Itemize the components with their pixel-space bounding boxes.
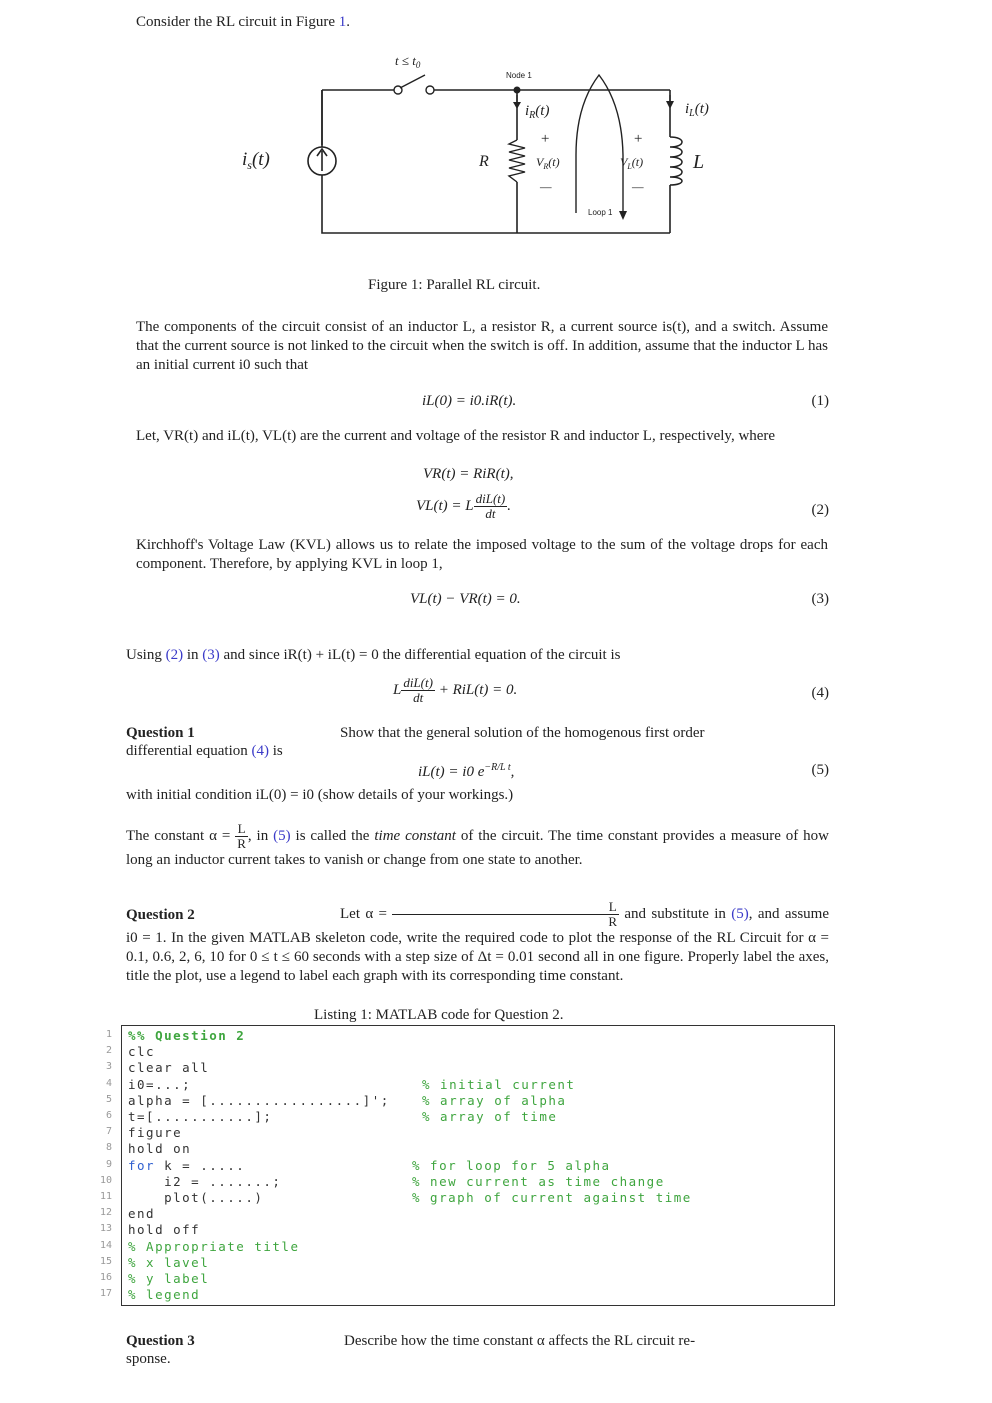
VR-minus: — bbox=[540, 179, 552, 194]
code-comment: % new current as time change bbox=[412, 1173, 665, 1189]
code-line-number: 14 bbox=[99, 1239, 112, 1251]
source-label: $i_s(t)$ bbox=[242, 149, 270, 172]
code-comment: % for loop for 5 alpha bbox=[412, 1157, 611, 1173]
equation-1-number: (1) bbox=[811, 393, 829, 409]
iR-arrow-icon bbox=[513, 102, 521, 109]
eq-ref-5b[interactable]: (5) bbox=[731, 905, 749, 922]
code-line-number: 12 bbox=[99, 1207, 112, 1219]
loop-arrow bbox=[576, 75, 623, 215]
code-line: clear all bbox=[128, 1060, 210, 1076]
code-line-number: 6 bbox=[105, 1110, 112, 1121]
listing-caption: Listing 1: MATLAB code for Question 2. bbox=[314, 1007, 564, 1023]
eq-ref-4[interactable]: (4) bbox=[251, 743, 270, 759]
equation-3: VL(t) − VR(t) = 0. bbox=[410, 591, 521, 607]
code-line-number: 1 bbox=[105, 1029, 112, 1040]
loop-label: Loop 1 bbox=[588, 208, 613, 217]
figure-caption: Figure 1: Parallel RL circuit. bbox=[368, 277, 541, 293]
R-label: R bbox=[479, 153, 489, 170]
equation-5-number: (5) bbox=[811, 762, 829, 778]
code-line-number: 11 bbox=[99, 1191, 112, 1202]
code-line: plot(.....) bbox=[128, 1190, 264, 1205]
current-source-icon bbox=[308, 147, 336, 175]
VL-label: $V_L(t)$ bbox=[620, 155, 644, 171]
resistor-icon bbox=[509, 140, 525, 182]
code-line: i0=...; bbox=[128, 1076, 192, 1092]
question-3-title: Question 3 bbox=[126, 1333, 195, 1349]
eq-ref-2[interactable]: (2) bbox=[165, 647, 184, 663]
code-line: % y label bbox=[128, 1271, 210, 1286]
code-line-number: 13 bbox=[99, 1223, 112, 1235]
iL-arrow-icon bbox=[666, 101, 674, 109]
code-line-number: 10 bbox=[99, 1174, 112, 1186]
paragraph-definitions: Let, VR(t) and iL(t), VL(t) are the current and voltage of the resistor R and inductor L, respectively, where bbox=[136, 428, 776, 444]
code-comment: % array of alpha bbox=[422, 1092, 567, 1108]
iL-label: $i_L(t)$ bbox=[685, 101, 709, 119]
equation-2a: VR(t) = RiR(t), bbox=[423, 466, 514, 482]
code-line-number: 8 bbox=[105, 1142, 112, 1154]
VL-plus: + bbox=[633, 131, 644, 147]
code-comment: % initial current bbox=[422, 1076, 576, 1092]
code-line-number: 4 bbox=[105, 1077, 112, 1089]
loop-arrowhead-icon bbox=[619, 211, 627, 220]
switch-label: $t \le t_0$ bbox=[395, 53, 421, 70]
intro-line: Consider the RL circuit in Figure 1. bbox=[136, 14, 350, 30]
code-line: hold off bbox=[128, 1222, 201, 1238]
VR-plus: + bbox=[540, 131, 551, 147]
equation-3-number: (3) bbox=[811, 591, 829, 607]
question-2-title: Question 2 bbox=[126, 907, 195, 923]
question-2-text: Let α = $\frac{L}{R}$ and substitute in (5), and assume i0 = 1. In the given MATLAB skeleton code, write the required code to plot the response of the RL Circuit for α = 0.1, 0.6, 2, 6, 10 for 0 ≤ t ≤ 60 seconds with a step size of Δt = 0.01 second all in one figure. Properly label the axes, title the plot, use a legend to label each graph with its corresponding time constant. bbox=[126, 899, 829, 984]
code-line-number: 9 bbox=[105, 1158, 112, 1170]
code-line: % x lavel bbox=[128, 1254, 210, 1270]
question-1-title: Question 1 bbox=[126, 725, 195, 741]
paragraph-differential: Using (2) in (3) and since iR(t) + iL(t) = 0 the differential equation of the circuit is bbox=[126, 647, 621, 663]
iR-label: $i_R(t)$ bbox=[525, 103, 550, 121]
equation-4-number: (4) bbox=[811, 685, 829, 701]
paragraph-components: The components of the circuit consist of an inductor L, a resistor R, a current source is(t), and a switch. Assume that the current source is not linked to the circuit when the switch is off. In addition, assume that the inductor L has an initial current i0 such that bbox=[136, 319, 828, 373]
eq-ref-5[interactable]: (5) bbox=[273, 827, 291, 844]
L-label: L bbox=[693, 151, 705, 173]
switch-icon bbox=[394, 75, 434, 94]
code-line: end bbox=[128, 1206, 156, 1222]
VL-minus: — bbox=[632, 179, 644, 194]
code-line: clc bbox=[128, 1044, 156, 1060]
code-line: hold on bbox=[128, 1141, 192, 1157]
code-line-number: 17 bbox=[99, 1288, 112, 1300]
question-3-continued: sponse. bbox=[126, 1351, 171, 1367]
code-line-number: 5 bbox=[105, 1093, 112, 1105]
code-line-number: 7 bbox=[105, 1126, 112, 1138]
equation-5: iL(t) = i0 $e^{-R/L t}$, bbox=[418, 762, 515, 780]
question-1-continued: differential equation (4) is bbox=[126, 743, 283, 759]
code-line: for k = ..... bbox=[128, 1157, 246, 1173]
equation-2-number: (2) bbox=[811, 502, 829, 518]
equation-4: L $\frac{\text{diL(t)}}{dt}$ + RiL(t) = 0. bbox=[393, 675, 518, 705]
code-comment: % array of time bbox=[422, 1109, 558, 1124]
node-label: Node 1 bbox=[506, 71, 532, 80]
code-line-number: 15 bbox=[99, 1255, 112, 1267]
code-line-number: 2 bbox=[105, 1045, 112, 1057]
equation-2b: VL(t) = L $\frac{\text{diL(t)}}{dt}$ . bbox=[416, 491, 512, 521]
paragraph-kvl: Kirchhoff's Voltage Law (KVL) allows us to relate the imposed voltage to the sum of the voltage drops for each component. Therefore, by applying KVL in loop 1, bbox=[136, 537, 828, 572]
rl-circuit-diagram bbox=[230, 45, 750, 245]
code-line-number: 16 bbox=[99, 1272, 112, 1283]
inductor-icon bbox=[670, 137, 682, 185]
node-dot bbox=[514, 87, 521, 94]
code-line: %% Question 2 bbox=[128, 1028, 246, 1043]
question-3-text: Describe how the time constant α affects the RL circuit re- bbox=[344, 1333, 696, 1349]
code-line: i2 = .......; bbox=[128, 1173, 282, 1189]
equation-1: iL(0) = i0.iR(t). bbox=[422, 393, 517, 409]
code-line: alpha = [.................]'; bbox=[128, 1092, 390, 1108]
code-line: % legend bbox=[128, 1287, 201, 1303]
paragraph-time-constant: The constant α = $\frac{L}{R}$ , in (5) is called the time constant of the circuit. The time constant provides a measure of how long an inductor current takes to vanish or change from one state to another. bbox=[126, 821, 830, 868]
question-1-condition: with initial condition iL(0) = i0 (show details of your workings.) bbox=[126, 787, 514, 803]
code-line: figure bbox=[128, 1125, 183, 1141]
question-1-text: Show that the general solution of the homogenous first order bbox=[340, 725, 705, 741]
code-line: % Appropriate title bbox=[128, 1238, 300, 1254]
VR-label: $V_R(t)$ bbox=[536, 155, 560, 171]
eq-ref-3[interactable]: (3) bbox=[202, 647, 220, 663]
figure-ref-link[interactable]: 1 bbox=[338, 14, 347, 30]
code-comment: % graph of current against time bbox=[412, 1190, 692, 1205]
code-line-number: 3 bbox=[105, 1061, 112, 1073]
wire-bottom bbox=[322, 90, 670, 233]
code-line: t=[...........]; bbox=[128, 1109, 273, 1124]
